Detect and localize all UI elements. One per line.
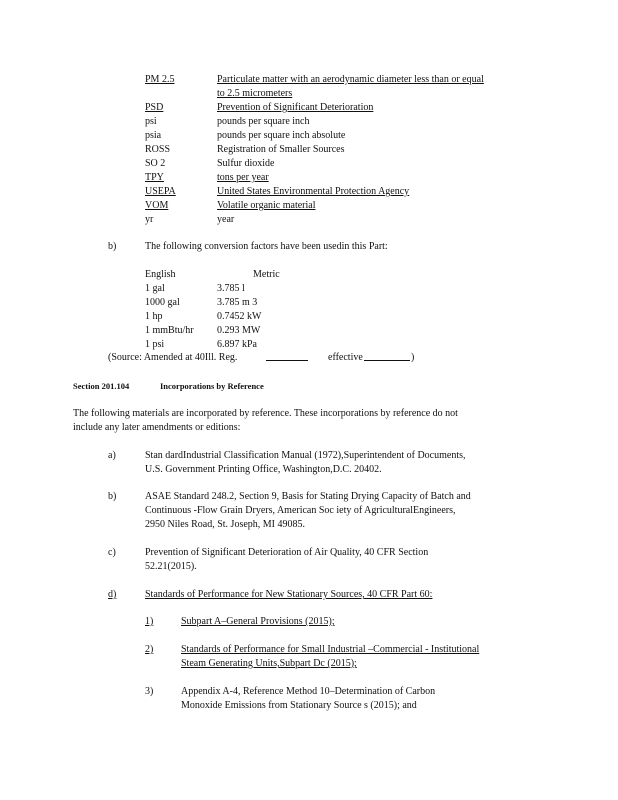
abbr-def: year xyxy=(217,214,235,225)
english-header: English xyxy=(145,269,176,280)
section-title: Incorporations by Reference xyxy=(160,381,264,391)
abbr-term: psia xyxy=(145,130,162,141)
abbr-def: Volatile organic material xyxy=(217,200,316,211)
english-value: 1 gal xyxy=(145,283,165,294)
item-label: d) xyxy=(108,589,117,600)
paragraph-line: The following materials are incorporated by reference. These incorporations by reference do not xyxy=(73,408,458,419)
item-text: ASAE Standard 248.2, Section 9, Basis for Stating Drying Capacity of Batch and xyxy=(145,491,471,502)
section-number: Section 201.104 xyxy=(73,381,130,391)
paragraph-line: include any later amendments or editions: xyxy=(73,422,241,433)
metric-value: 3.785 m 3 xyxy=(217,297,258,308)
item-text: Stan dardIndustrial Classification Manual (1972),Superintendent of Documents, xyxy=(145,450,466,461)
metric-value: 0.293 MW xyxy=(217,325,261,336)
abbr-term: VOM xyxy=(145,200,169,211)
english-value: 1000 gal xyxy=(145,297,180,308)
abbr-def: Prevention of Significant Deterioration xyxy=(217,102,374,113)
subitem-text: Subpart A–General Provisions (2015); xyxy=(181,616,335,627)
abbr-def: United States Environmental Protection Agency xyxy=(217,186,410,197)
metric-header: Metric xyxy=(253,269,280,280)
item-text: 52.21(2015). xyxy=(145,561,197,572)
subitem-text: Standards of Performance for Small Industrial –Commercial - Institutional xyxy=(181,644,480,655)
english-value: 1 hp xyxy=(145,311,163,322)
abbr-term: PM 2.5 xyxy=(145,74,175,85)
abbr-def: Sulfur dioxide xyxy=(217,158,275,169)
abbr-term: yr xyxy=(145,214,154,225)
abbr-def: pounds per square inch absolute xyxy=(217,130,346,141)
source-blank-reg xyxy=(266,360,308,361)
abbr-def-cont: to 2.5 micrometers xyxy=(217,88,293,99)
metric-value: 6.897 kPa xyxy=(217,339,257,350)
metric-value: 0.7452 kW xyxy=(217,311,262,322)
item-text: 2950 Niles Road, St. Joseph, MI 49085. xyxy=(145,519,305,530)
abbr-def: Registration of Smaller Sources xyxy=(217,144,345,155)
abbr-term: PSD xyxy=(145,102,164,113)
subitem-label: 3) xyxy=(145,686,154,697)
subitem-text: Appendix A-4, Reference Method 10–Determination of Carbon xyxy=(181,686,436,697)
item-label: b) xyxy=(108,241,117,252)
item-text: Continuous -Flow Grain Dryers, American Soc iety of AgriculturalEngineers, xyxy=(145,505,456,516)
abbr-term: TPY xyxy=(145,172,164,183)
english-value: 1 psi xyxy=(145,339,165,350)
source-effective: effective xyxy=(328,352,363,363)
metric-value: 3.785 l xyxy=(217,283,245,294)
item-text: Prevention of Significant Deterioration of Air Quality, 40 CFR Section xyxy=(145,547,429,558)
subitem-text: Steam Generating Units,Subpart Dc (2015); xyxy=(181,658,357,669)
item-label: b) xyxy=(108,491,117,502)
subitem-text: Monoxide Emissions from Stationary Source s (2015); and xyxy=(181,700,417,711)
source-note: (Source: Amended at 40Ill. Reg. xyxy=(108,352,238,363)
abbr-term: SO 2 xyxy=(145,158,166,169)
abbr-def: tons per year xyxy=(217,172,269,183)
abbr-term: USEPA xyxy=(145,186,176,197)
abbr-def: Particulate matter with an aerodynamic diameter less than or equal xyxy=(217,74,484,85)
item-text: U.S. Government Printing Office, Washington,D.C. 20402. xyxy=(145,464,382,475)
item-label: c) xyxy=(108,547,116,558)
source-close: ) xyxy=(411,352,415,363)
source-blank-effective xyxy=(364,360,410,361)
english-value: 1 mmBtu/hr xyxy=(145,325,194,336)
abbr-def: pounds per square inch xyxy=(217,116,310,127)
abbr-term: ROSS xyxy=(145,144,171,155)
abbr-term: psi xyxy=(145,116,157,127)
conversion-intro: The following conversion factors have been usedin this Part: xyxy=(145,241,388,252)
item-text: Standards of Performance for New Stationary Sources, 40 CFR Part 60: xyxy=(145,589,433,600)
subitem-label: 1) xyxy=(145,616,154,627)
item-label: a) xyxy=(108,450,116,461)
subitem-label: 2) xyxy=(145,644,154,655)
